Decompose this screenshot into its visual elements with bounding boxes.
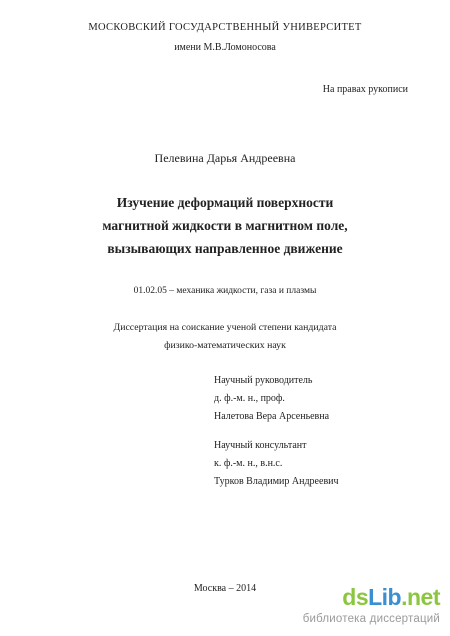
title-line: Изучение деформаций поверхности [116,195,334,210]
supervisor-block [214,372,329,426]
consultant-role: Научный консультант [214,440,307,451]
consultant-name: Турков Владимир Андреевич [214,476,339,487]
dslib-watermark [302,584,440,632]
dissertation-degree-line2: физико-математических наук [164,340,286,351]
title-line: вызывающих направленное движение [107,241,343,256]
dslib-logo [342,584,440,611]
consultant-block [214,437,339,491]
university-named-after: имени М.В.Ломоносова [174,42,276,53]
place-year: Москва – 2014 [193,583,257,594]
rights-note: На правах рукописи [322,84,408,95]
watermark-subtitle: библиотека диссертаций [302,613,440,625]
dissertation-title [0,191,450,260]
logo-lib: Lib [368,584,402,610]
logo-ds: ds [342,584,369,610]
title-line: магнитной жидкости в магнитном поле, [102,218,348,233]
specialty-code: 01.02.05 – механика жидкости, газа и плазмы [133,286,317,296]
consultant-degree: к. ф.-м. н., в.н.с. [214,458,283,469]
author-name: Пелевина Дарья Андреевна [154,151,296,165]
supervisor-degree: д. ф.-м. н., проф. [214,393,285,404]
supervisor-role: Научный руководитель [214,375,313,386]
dissertation-degree-line1: Диссертация на соискание ученой степени кандидата [113,322,337,333]
supervisor-name: Налетова Вера Арсеньевна [214,411,330,422]
university-name: МОСКОВСКИЙ ГОСУДАРСТВЕННЫЙ УНИВЕРСИТЕТ [88,22,362,33]
logo-net: .net [401,584,440,610]
